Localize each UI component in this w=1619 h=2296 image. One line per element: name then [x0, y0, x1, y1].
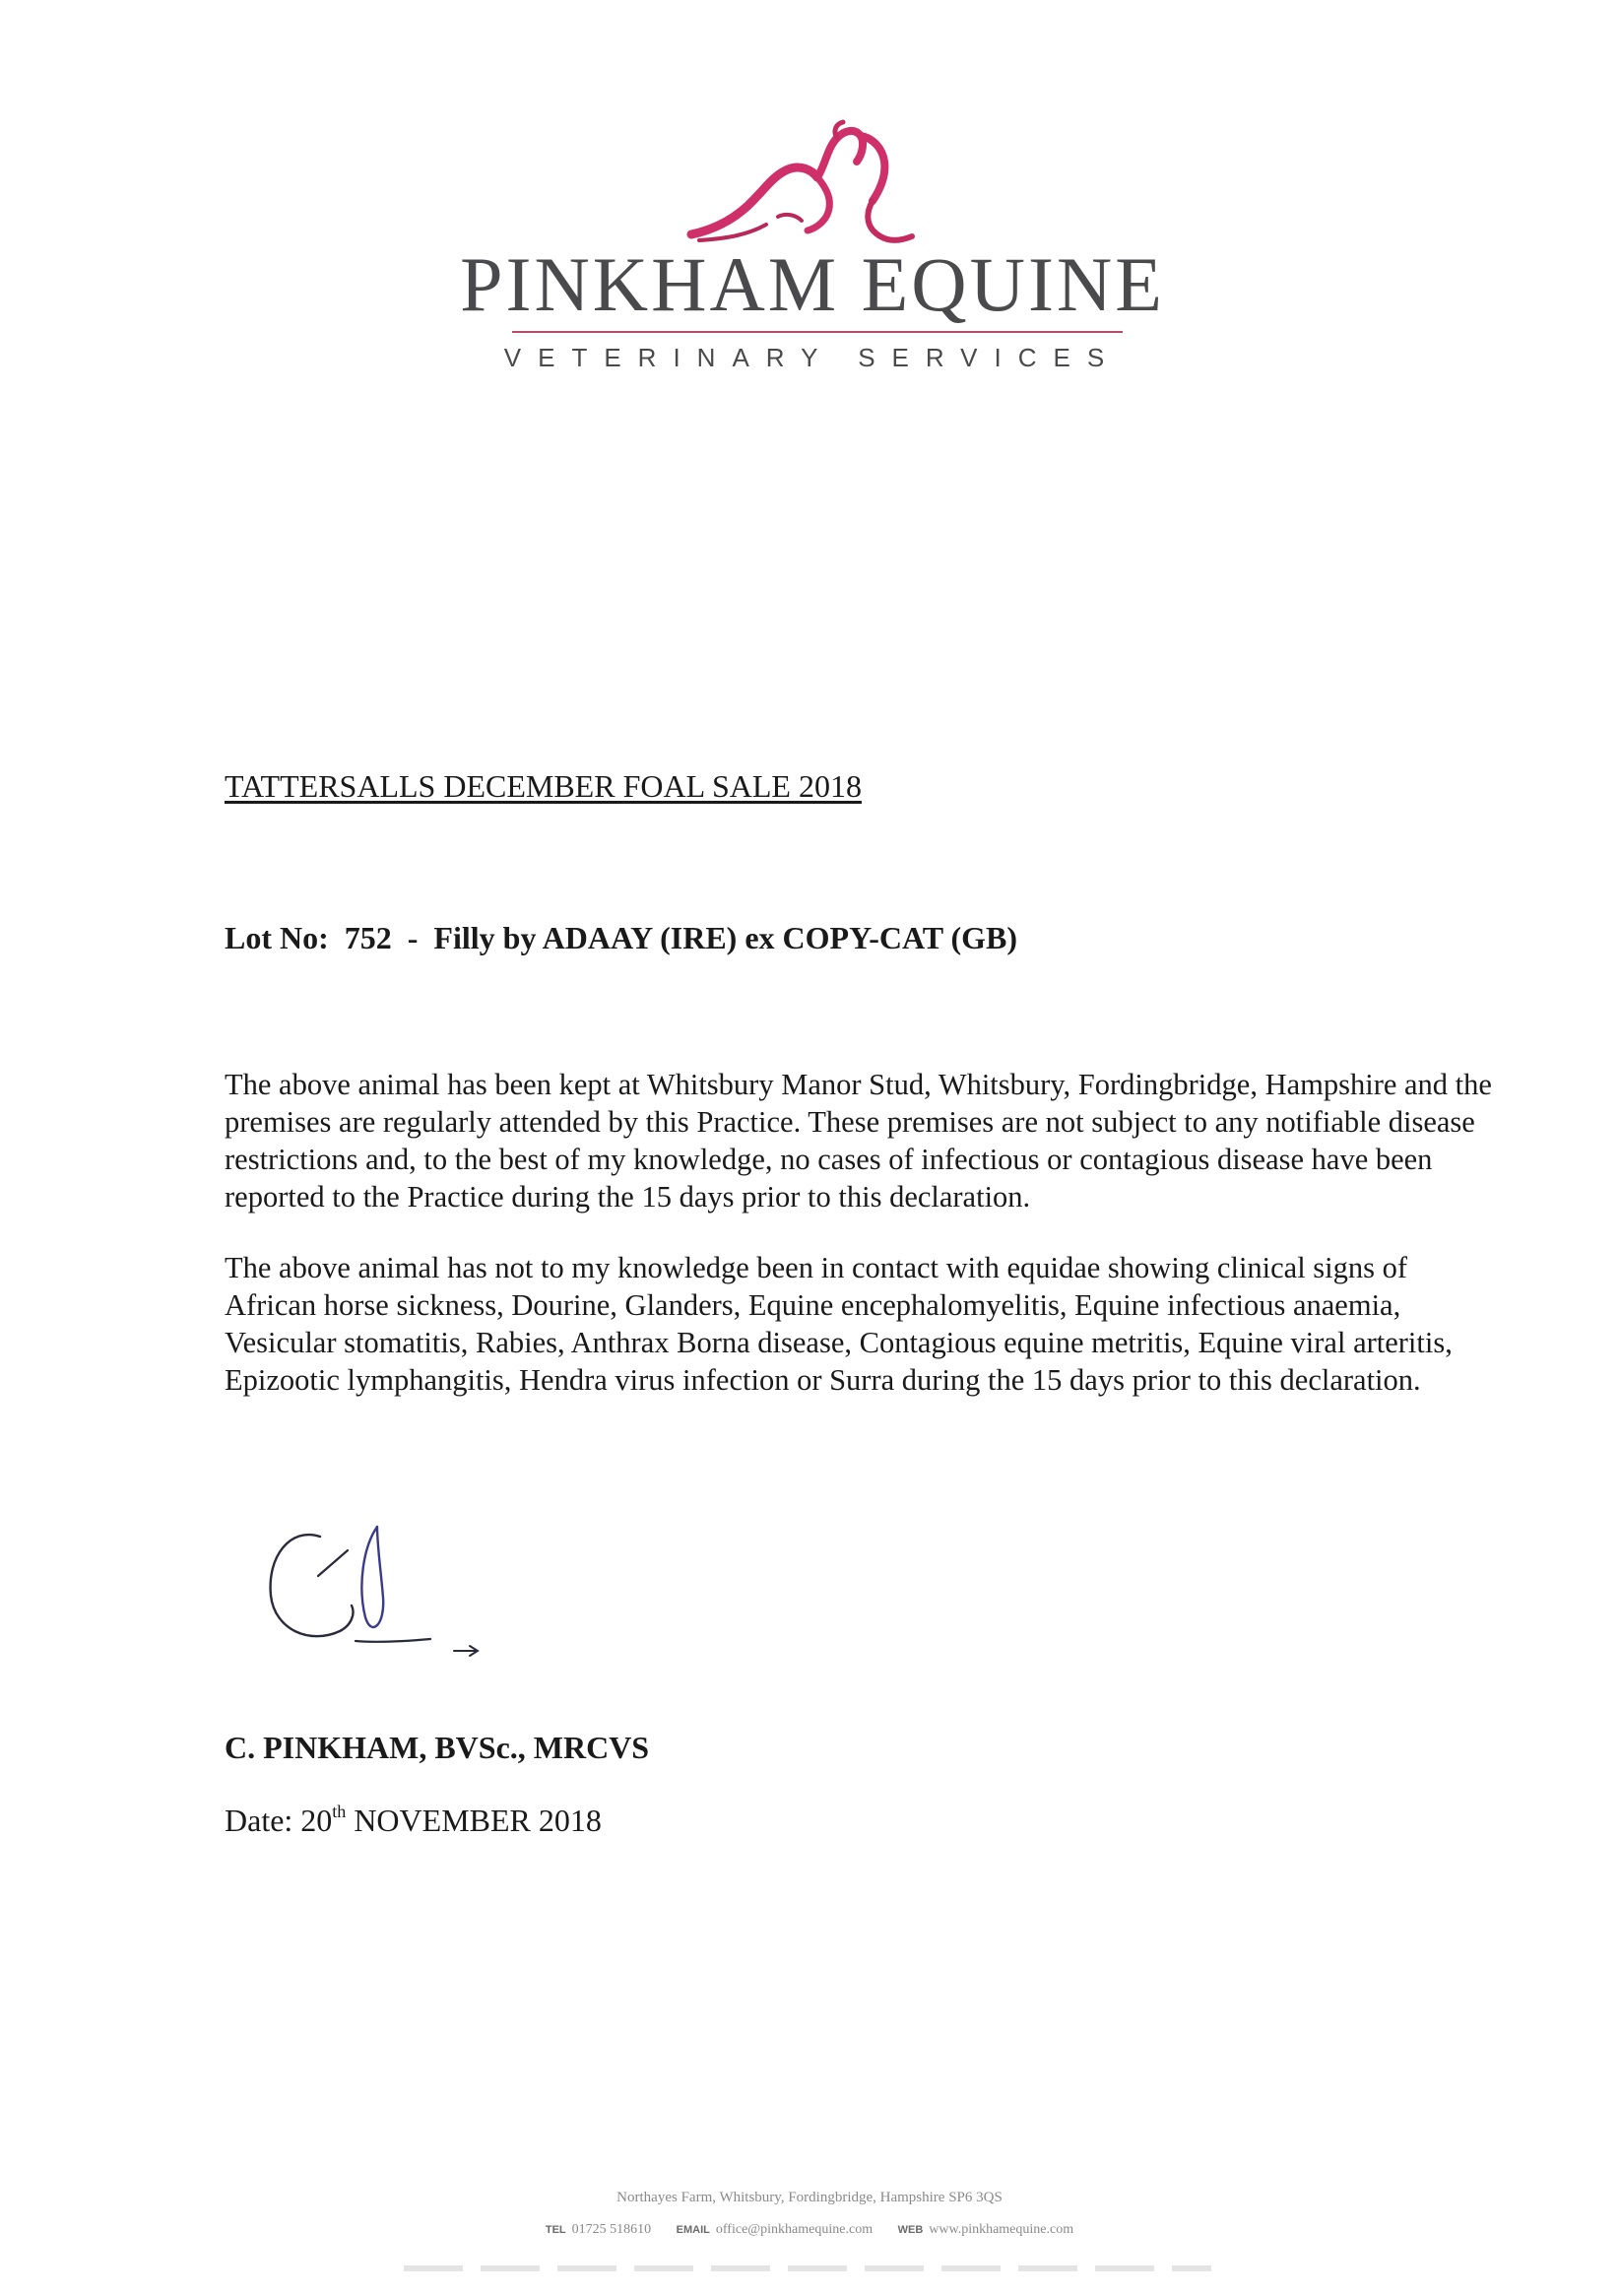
footer-tel: 01725 518610 — [571, 2222, 652, 2237]
handwritten-signature — [261, 1507, 497, 1665]
date-label: Date: — [225, 1803, 293, 1838]
prancing-horse-logo — [680, 118, 926, 256]
footer-email: office@pinkhamequine.com — [715, 2222, 874, 2237]
brand-subtitle: VETERINARY SERVICES — [503, 343, 1122, 372]
signatory-name: C. PINKHAM, BVSc., MRCVS — [225, 1730, 650, 1765]
footer-web-label: WEB — [897, 2224, 924, 2236]
date-month-year: NOVEMBER 2018 — [354, 1803, 602, 1838]
footer-address: Northayes Farm, Whitsbury, Fordingbridge, Hampshire SP6 3QS — [616, 2190, 1003, 2205]
footer-email-label: EMAIL — [676, 2224, 710, 2236]
brand-divider — [512, 331, 1123, 333]
footer-web: www.pinkhamequine.com — [929, 2222, 1074, 2237]
date-suffix: th — [332, 1802, 347, 1821]
sale-title: TATTERSALLS DECEMBER FOAL SALE 2018 — [225, 768, 862, 804]
paragraph-premises: The above animal has been kept at Whitsbury Manor Stud, Whitsbury, Fordingbridge, Hampshire and the premises are regularly attended by this Practice. These premises are not subject to any notifiable disease restrictions and, to the best of my knowledge, no cases of infectious or contagious disease have been reported to the Practice during the 15 days prior to this declaration. — [225, 1068, 1492, 1214]
date-day: 20 — [300, 1803, 333, 1838]
date-line — [225, 1803, 602, 1839]
paragraph-disease-contact: The above animal has not to my knowledge been in contact with equidae showing clinical signs of African horse sickness, Dourine, Glanders, Equine encephalomyelitis, Equine infectious anaemia, Vesicular stomatitis, Rabies, Anthrax Borna disease, Contagious equine metritis, Equine viral arteritis, Epizootic lymphangitis, Hendra virus infection or Surra during the 15 days prior to this declaration. — [225, 1251, 1453, 1397]
footer-decorative-strip — [404, 2265, 1211, 2271]
footer-tel-label: TEL — [545, 2224, 566, 2236]
brand-name: PINKHAM EQUINE — [460, 241, 1165, 327]
lot-line: Lot No: 752 - Filly by ADAAY (IRE) ex COPY-CAT (GB) — [225, 920, 1018, 955]
footer-contact — [0, 2222, 1619, 2238]
